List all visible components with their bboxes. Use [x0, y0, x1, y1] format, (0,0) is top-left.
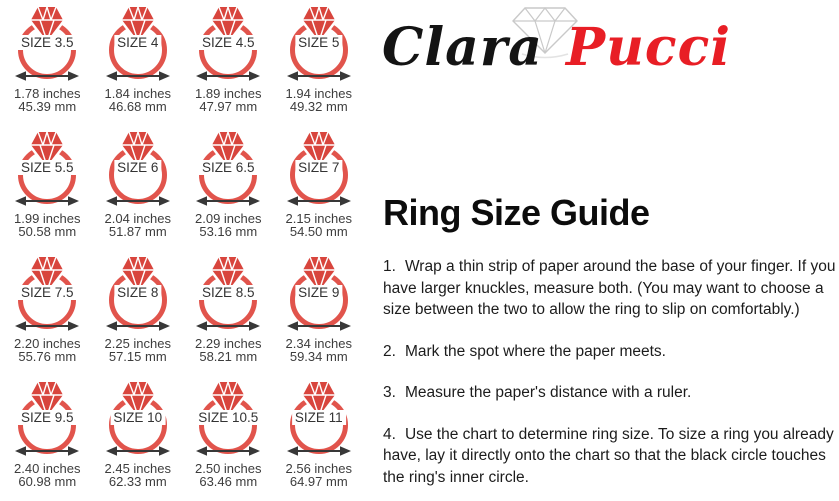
- ring-diameter-mm: 59.34 mm: [289, 349, 348, 364]
- diameter-arrow-icon: [15, 444, 79, 458]
- ring-measurements: [93, 462, 184, 488]
- diameter-arrow-icon: [15, 194, 79, 208]
- step-number: 1.: [383, 258, 396, 275]
- ring-diameter-mm: 60.98 mm: [18, 474, 77, 489]
- ring-diameter-mm: 55.76 mm: [18, 349, 77, 364]
- ring-size-label: SIZE 9: [295, 285, 342, 300]
- ring-size-label: SIZE 5.5: [18, 160, 77, 175]
- ring-measurements: [2, 337, 93, 363]
- diameter-arrow-icon: [15, 319, 79, 333]
- ring-diameter-inches: 2.04 inches: [104, 211, 171, 226]
- ring-diameter-inches: 2.34 inches: [285, 336, 352, 351]
- ring-size-label: SIZE 10: [110, 410, 165, 425]
- ring-measurements: [2, 87, 93, 113]
- ring-diameter-inches: 2.40 inches: [14, 461, 81, 476]
- logo-word-pucci: Pucci: [566, 17, 731, 78]
- ring-measurements: [2, 212, 93, 238]
- ring-diameter-mm: 62.33 mm: [108, 474, 167, 489]
- instruction-step-4: [383, 424, 838, 489]
- ring-size-cell: [183, 0, 274, 125]
- ring-diameter-inches: 1.94 inches: [285, 86, 352, 101]
- diameter-arrow-icon: [106, 444, 170, 458]
- ring-diameter-inches: 2.56 inches: [285, 461, 352, 476]
- ring-size-cell: [183, 250, 274, 375]
- ring-size-cell: [274, 125, 365, 250]
- diameter-arrow-icon: [106, 319, 170, 333]
- instruction-step-2: [383, 341, 838, 363]
- ring-size-cell: [93, 250, 184, 375]
- instruction-step-3: [383, 382, 838, 404]
- ring-diameter-mm: 53.16 mm: [199, 224, 258, 239]
- ring-diameter-inches: 1.78 inches: [14, 86, 81, 101]
- ring-diameter-mm: 45.39 mm: [18, 99, 77, 114]
- step-number: 2.: [383, 342, 396, 360]
- ring-diameter-inches: 1.84 inches: [104, 86, 171, 101]
- ring-diameter-mm: 46.68 mm: [108, 99, 167, 114]
- diameter-arrow-icon: [196, 444, 260, 458]
- ring-measurements: [183, 212, 274, 238]
- ring-diameter-mm: 57.15 mm: [108, 349, 167, 364]
- ring-measurements: [93, 337, 184, 363]
- ring-size-label: SIZE 11: [292, 410, 346, 425]
- ring-size-cell: [274, 0, 365, 125]
- ring-diameter-mm: 50.58 mm: [18, 224, 77, 239]
- ring-measurements: [274, 87, 365, 113]
- ring-size-cell: [183, 125, 274, 250]
- ring-size-cell: [274, 375, 365, 500]
- ring-diameter-mm: 51.87 mm: [108, 224, 167, 239]
- ring-diameter-inches: 2.25 inches: [104, 336, 171, 351]
- diameter-arrow-icon: [106, 69, 170, 83]
- ring-size-label: SIZE 6: [114, 160, 161, 175]
- diameter-arrow-icon: [287, 319, 351, 333]
- ring-measurements: [274, 212, 365, 238]
- step-number: 4.: [383, 425, 396, 443]
- ring-size-label: SIZE 4: [114, 35, 161, 50]
- instructions-list: [383, 256, 838, 501]
- diameter-arrow-icon: [287, 69, 351, 83]
- ring-measurements: [93, 212, 184, 238]
- clara-pucci-logo: [380, 0, 839, 110]
- ring-measurements: [2, 462, 93, 488]
- diameter-arrow-icon: [196, 319, 260, 333]
- ring-size-label: SIZE 6.5: [199, 160, 258, 175]
- diameter-arrow-icon: [196, 69, 260, 83]
- ring-size-cell: [93, 0, 184, 125]
- ring-diameter-mm: 54.50 mm: [289, 224, 348, 239]
- ring-diameter-inches: 2.29 inches: [195, 336, 262, 351]
- diameter-arrow-icon: [196, 194, 260, 208]
- ring-size-cell: [183, 375, 274, 500]
- diameter-arrow-icon: [15, 69, 79, 83]
- step-text: Wrap a thin strip of paper around the base of your finger. If you have larger knuckles, measure both. (You may want to choose a size between the two to allow the ring to slip on comfortably.): [383, 258, 836, 318]
- ring-measurements: [93, 87, 184, 113]
- ring-size-label: SIZE 10.5: [195, 410, 261, 425]
- ring-measurements: [183, 462, 274, 488]
- ring-diameter-mm: 47.97 mm: [199, 99, 258, 114]
- ring-measurements: [274, 462, 365, 488]
- ring-size-cell: [2, 250, 93, 375]
- ring-size-label: SIZE 4.5: [199, 35, 258, 50]
- diameter-arrow-icon: [287, 194, 351, 208]
- step-text: Mark the spot where the paper meets.: [404, 342, 666, 360]
- instruction-step-1: [383, 256, 838, 321]
- ring-diameter-inches: 2.45 inches: [104, 461, 171, 476]
- ring-diameter-inches: 2.50 inches: [195, 461, 262, 476]
- ring-diameter-inches: 2.20 inches: [14, 336, 81, 351]
- ring-measurements: [274, 337, 365, 363]
- ring-size-label: SIZE 3.5: [18, 35, 77, 50]
- logo-word-clara: Clara: [382, 17, 543, 78]
- guide-panel: [380, 0, 839, 501]
- ring-size-cell: [2, 125, 93, 250]
- ring-diameter-mm: 49.32 mm: [289, 99, 348, 114]
- ring-diameter-mm: 64.97 mm: [289, 474, 348, 489]
- ring-size-label: SIZE 5: [295, 35, 342, 50]
- ring-size-label: SIZE 8: [114, 285, 161, 300]
- diameter-arrow-icon: [106, 194, 170, 208]
- ring-diameter-inches: 2.15 inches: [285, 211, 352, 226]
- ring-diameter-mm: 58.21 mm: [199, 349, 258, 364]
- ring-size-label: SIZE 9.5: [18, 410, 77, 425]
- step-text: Use the chart to determine ring size. To size a ring you already have, lay it directly onto the chart so that the black circle touches the ring's inner circle.: [383, 425, 834, 486]
- ring-diameter-inches: 1.89 inches: [195, 86, 262, 101]
- step-text: Measure the paper's distance with a ruler.: [404, 384, 692, 401]
- ring-diameter-inches: 2.09 inches: [195, 211, 262, 226]
- ring-size-cell: [274, 250, 365, 375]
- ring-size-label: SIZE 7: [295, 160, 342, 175]
- ring-size-label: SIZE 8.5: [199, 285, 258, 300]
- ring-size-cell: [93, 125, 184, 250]
- ring-size-cell: [2, 375, 93, 500]
- ring-size-label: SIZE 7.5: [18, 285, 77, 300]
- ring-size-cell: [2, 0, 93, 125]
- ring-size-chart: [2, 0, 364, 501]
- ring-size-cell: [93, 375, 184, 500]
- ring-diameter-inches: 1.99 inches: [14, 211, 81, 226]
- page-title: Ring Size Guide: [383, 192, 650, 233]
- ring-measurements: [183, 87, 274, 113]
- step-number: 3.: [383, 384, 396, 401]
- ring-measurements: [183, 337, 274, 363]
- ring-diameter-mm: 63.46 mm: [199, 474, 258, 489]
- diameter-arrow-icon: [287, 444, 351, 458]
